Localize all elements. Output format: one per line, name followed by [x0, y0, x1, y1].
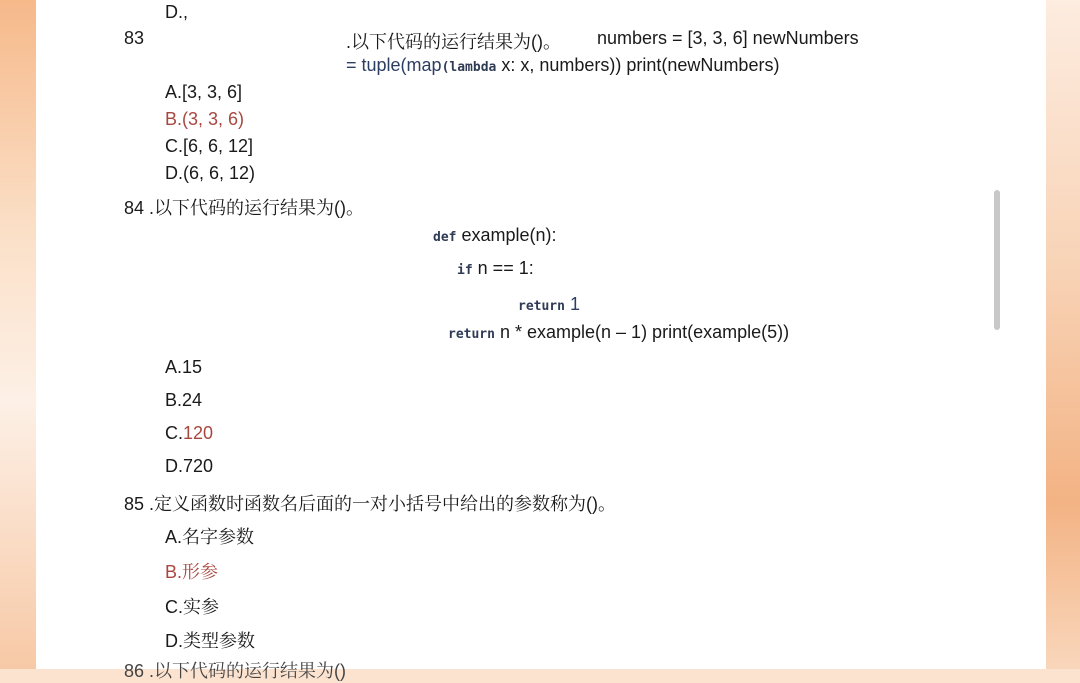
q83-lambda-keyword: (lambda: [441, 60, 497, 75]
q83-number: 83: [124, 28, 145, 48]
q85-option-b: B.形参: [165, 562, 219, 582]
q84-option-a: A.15: [165, 357, 203, 377]
q83-code-line1: numbers = [3, 3, 6] newNumbers: [597, 28, 859, 48]
q84-code-line2-text: n == 1:: [477, 258, 534, 278]
q84-if-keyword: if: [457, 263, 473, 278]
q84-option-b: B.24: [165, 390, 203, 410]
q84-code-line3: [518, 294, 580, 315]
q83-code-line2: [346, 55, 779, 76]
scrollbar-thumb[interactable]: [994, 190, 1000, 330]
q84-return-keyword-2: return: [448, 327, 495, 342]
q84-header: 84 .以下代码的运行结果为()。: [124, 198, 365, 218]
q84-return-keyword-1: return: [518, 299, 565, 314]
q85-header: 85 .定义函数时函数名后面的一对小括号中给出的参数称为()。: [124, 494, 617, 514]
q82-option-d: D.,: [165, 2, 189, 22]
right-page-edge: [1040, 0, 1080, 669]
q83-option-d: D.(6, 6, 12): [165, 163, 256, 183]
q83-stem: .以下代码的运行结果为()。: [346, 32, 561, 52]
q84-code-line1: [433, 225, 557, 246]
q84-code-line3-text: 1: [569, 294, 580, 314]
q85-option-d: D.类型参数: [165, 631, 255, 651]
q86-header-partial: 86 .以下代码的运行结果为(): [124, 661, 347, 681]
q83-code-line2-pre: = tuple(map: [346, 55, 442, 75]
q83-option-a: A.[3, 3, 6]: [165, 82, 243, 102]
q83-option-b: B.(3, 3, 6): [165, 109, 245, 129]
q84-option-c-value: 120: [183, 423, 214, 443]
left-page-edge: [0, 0, 40, 669]
q84-code-line1-text: example(n):: [461, 225, 557, 245]
q84-option-d: D.720: [165, 456, 214, 476]
q85-option-a: A.名字参数: [165, 527, 255, 547]
q84-option-c: C.120: [165, 423, 214, 443]
q83-option-c: C.[6, 6, 12]: [165, 136, 254, 156]
q84-def-keyword: def: [433, 230, 457, 245]
q84-code-line4: [448, 322, 789, 343]
q84-code-line4-text: n * example(n – 1) print(example(5)): [499, 322, 790, 342]
document-page: [36, 0, 1046, 681]
q84-code-line2: [457, 258, 534, 279]
q85-option-c: C.实参: [165, 597, 219, 617]
q83-code-line2-post: x: x, numbers)) print(newNumbers): [501, 55, 780, 75]
